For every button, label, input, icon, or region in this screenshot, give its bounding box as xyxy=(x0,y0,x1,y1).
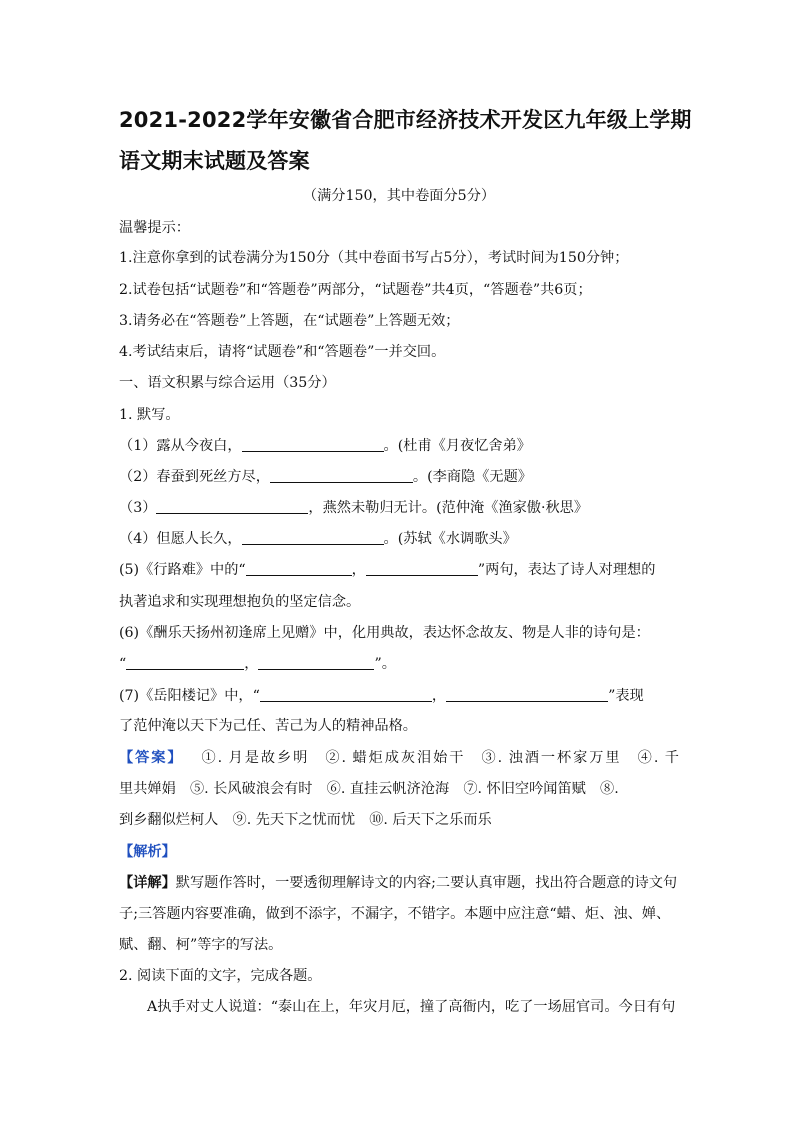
q1-part-1-pre: （1）露从今夜白， xyxy=(119,438,242,454)
doc-title-line1: 2021-2022学年安徽省合肥市经济技术开发区九年级上学期 xyxy=(119,108,692,132)
answer-line-2: 里共婵娟 ⑤. 长风破浪会有时 ⑥. 直挂云帆济沧海 ⑦. 怀旧空吟闻笛赋 ⑧. xyxy=(119,781,619,797)
question-1-stem: 1. 默写。 xyxy=(119,407,180,423)
score-note: （满分150，其中卷面分5分） xyxy=(302,188,496,204)
q1-part-6: (6)《酬乐天扬州初逢席上见赠》中，化用典故，表达怀念故友、物是人非的诗句是： xyxy=(119,625,650,641)
answer-blank xyxy=(270,468,413,483)
doc-title-line2: 语文期末试题及答案 xyxy=(119,149,310,173)
section-heading: 一、语文积累与综合运用（35分） xyxy=(119,375,336,391)
q1-part-7-post: ”表现 xyxy=(608,688,644,704)
answer-tag: 【答案】 xyxy=(119,750,184,766)
analysis-tag xyxy=(119,842,679,862)
answer-blank xyxy=(260,687,432,702)
q1-part-6-blanks xyxy=(119,654,679,674)
tip-item: 4.考试结束后，请将“试题卷”和“答题卷”一并交回。 xyxy=(119,344,446,360)
q1-part-5-pre: (5)《行路难》中的“ xyxy=(119,562,246,578)
answer-blank xyxy=(156,499,308,514)
q1-part-3-post: ，燕然未勒归无计。(范仲淹《渔家傲·秋思》 xyxy=(308,500,589,516)
analysis-line-3: 赋、翻、柯”等字的写法。 xyxy=(119,937,283,953)
answer-blank xyxy=(242,530,384,545)
q1-part-1-post: 。(杜甫《月夜忆舍弟》 xyxy=(383,438,531,454)
detail-tag: 【详解】 xyxy=(119,875,176,891)
tip-item: 3.请务必在“答题卷”上答题，在“试题卷”上答题无效； xyxy=(119,313,460,329)
answer-blank xyxy=(446,687,608,702)
q1-part-7-mid: ， xyxy=(431,688,447,704)
answer-line-3: 到乡翻似烂柯人 ⑨. 先天下之忧而忧 ⑩. 后天下之乐而乐 xyxy=(119,812,492,828)
tip-item: 1.注意你拿到的试卷满分为150分（其中卷面书写占5分），考试时间为150分钟； xyxy=(119,250,629,266)
q1-part-6-pre: “ xyxy=(119,656,127,672)
q1-part-6-mid: ， xyxy=(244,656,259,672)
answer-blank xyxy=(258,655,374,670)
answer-text: ①. 月是故乡明 ②. 蜡炬成灰泪始干 ③. 浊酒一杯家万里 ④. 千 xyxy=(199,750,679,766)
q1-part-4 xyxy=(119,529,679,549)
answer-blank xyxy=(126,655,244,670)
q1-part-7 xyxy=(119,686,679,706)
q1-part-6-post: ”。 xyxy=(374,656,396,672)
answer-line-1 xyxy=(119,748,679,768)
analysis-line-2: 子;三答题内容要准确，做到不添字，不漏字，不错字。本题中应注意“蜡、炬、浊、婵、 xyxy=(119,906,671,922)
q1-part-1 xyxy=(119,436,679,456)
analysis-tag-label: 【解析】 xyxy=(119,844,176,860)
q1-part-7-pre: (7)《岳阳楼记》中，“ xyxy=(119,688,260,704)
q1-part-2-pre: （2）春蚕到死丝方尽， xyxy=(119,469,270,485)
tip-item: 2.试卷包括“试题卷”和“答题卷”两部分，“试题卷”共4页，“答题卷”共6页； xyxy=(119,282,592,298)
q2-passage: A执手对丈人说道：“泰山在上，年灾月厄，撞了高衙内，吃了一场屈官司。今日有句 xyxy=(147,999,676,1015)
answer-blank xyxy=(366,561,478,576)
q1-part-5-continued: 执著追求和实现理想抱负的坚定信念。 xyxy=(119,594,361,610)
q1-part-3 xyxy=(119,498,679,518)
q1-part-2 xyxy=(119,467,679,487)
analysis-line-1 xyxy=(119,873,679,893)
question-2-stem: 2. 阅读下面的文字，完成各题。 xyxy=(119,968,322,984)
q1-part-5 xyxy=(119,560,679,580)
answer-blank xyxy=(242,437,384,452)
q1-part-7-continued: 了范仲淹以天下为己任、苦己为人的精神品格。 xyxy=(119,718,417,734)
q1-part-5-post: ”两句，表达了诗人对理想的 xyxy=(477,562,656,578)
q1-part-3-pre: （3） xyxy=(119,500,157,516)
q1-part-4-pre: （4）但愿人长久， xyxy=(119,531,242,547)
answer-blank xyxy=(246,561,352,576)
tips-heading: 温馨提示： xyxy=(119,220,190,236)
q1-part-4-post: 。(苏轼《水调歌头》 xyxy=(383,531,517,547)
q1-part-2-post: 。(李商隐《无题》 xyxy=(412,469,532,485)
q1-part-5-mid: ， xyxy=(351,562,366,578)
analysis-text: 默写题作答时，一要透彻理解诗文的内容;二要认真审题，找出符合题意的诗文句 xyxy=(175,875,678,891)
